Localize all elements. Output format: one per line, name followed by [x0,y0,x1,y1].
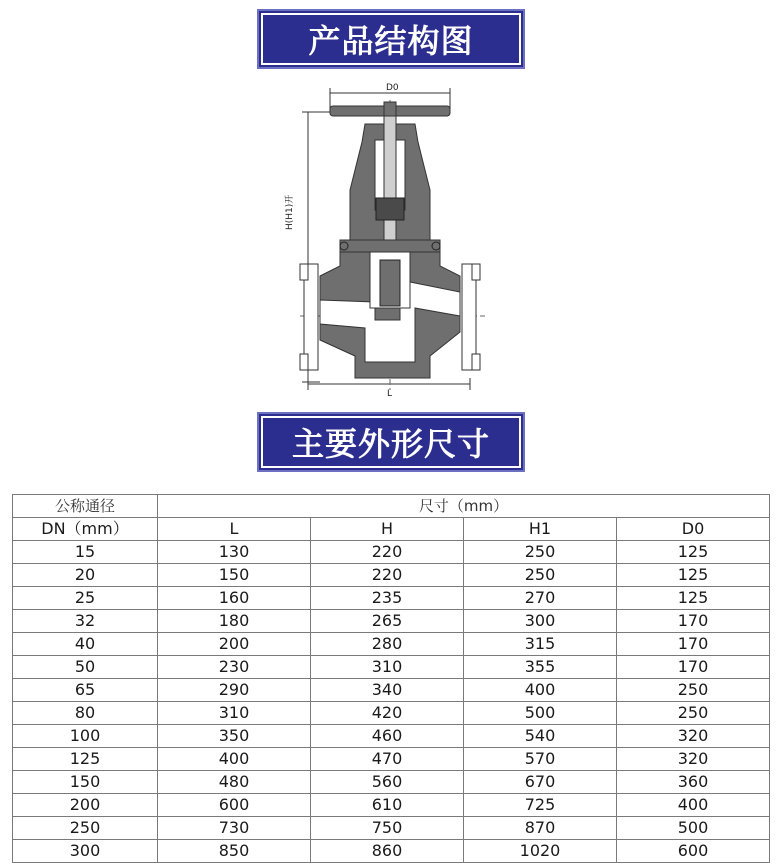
length-label: L [387,389,393,399]
table-cell: 125 [617,564,770,587]
table-row [13,633,770,656]
column-header-l: L [158,518,311,541]
table-row [13,656,770,679]
table-cell: 560 [311,771,464,794]
column-header-h1: H1 [464,518,617,541]
table-cell: 20 [13,564,158,587]
table-cell: 870 [464,817,617,840]
table-row [13,702,770,725]
table-cell: 725 [464,794,617,817]
table-row [13,817,770,840]
table-cell: 130 [158,541,311,564]
table-cell: 610 [311,794,464,817]
table-cell: 170 [617,656,770,679]
table-cell: 860 [311,840,464,863]
nominal-diameter-header: 公称通径 [13,495,158,518]
table-cell: 180 [158,610,311,633]
size-header: 尺寸（mm） [158,495,770,518]
table-cell: 400 [158,748,311,771]
table-cell: 310 [311,656,464,679]
table-cell: 250 [617,679,770,702]
d0-label: D0 [386,83,399,93]
table-cell: 500 [617,817,770,840]
table-cell: 400 [617,794,770,817]
table-cell: 320 [617,725,770,748]
table-cell: 340 [311,679,464,702]
structure-diagram-banner [257,9,525,69]
table-row [13,679,770,702]
table-cell: 270 [464,587,617,610]
table-cell: 290 [158,679,311,702]
table-row [13,587,770,610]
dimensions-title: 主要外形尺寸 [291,425,490,463]
table-cell: 300 [13,840,158,863]
table-cell: 250 [13,817,158,840]
column-header-h: H [311,518,464,541]
table-cell: 40 [13,633,158,656]
table-cell: 1020 [464,840,617,863]
valve-body [300,252,480,378]
table-cell: 230 [158,656,311,679]
table-cell: 730 [158,817,311,840]
table-cell: 150 [158,564,311,587]
table-cell: 600 [158,794,311,817]
table-cell: 170 [617,633,770,656]
table-row [13,748,770,771]
table-cell: 250 [464,564,617,587]
table-cell: 125 [13,748,158,771]
table-cell: 100 [13,725,158,748]
table-cell: 50 [13,656,158,679]
dimensions-banner [257,412,525,472]
table-cell: 355 [464,656,617,679]
table-cell: 200 [13,794,158,817]
table-cell: 470 [311,748,464,771]
table-cell: 850 [158,840,311,863]
table-cell: 670 [464,771,617,794]
table-cell: 65 [13,679,158,702]
table-cell: 220 [311,541,464,564]
table-cell: 540 [464,725,617,748]
table-row [13,840,770,863]
table-cell: 80 [13,702,158,725]
table-cell: 400 [464,679,617,702]
table-row [13,610,770,633]
valve-structure-diagram [280,80,500,400]
table-cell: 25 [13,587,158,610]
structure-diagram-title: 产品结构图 [308,22,474,60]
table-cell: 320 [617,748,770,771]
table-cell: 125 [617,541,770,564]
table-cell: 460 [311,725,464,748]
table-cell: 32 [13,610,158,633]
table-cell: 315 [464,633,617,656]
table-cell: 160 [158,587,311,610]
table-cell: 170 [617,610,770,633]
table-row [13,725,770,748]
table-cell: 250 [464,541,617,564]
table-cell: 310 [158,702,311,725]
nominal-diameter-unit-header: DN（mm） [13,518,158,541]
dimensions-table [12,494,770,863]
table-cell: 350 [158,725,311,748]
table-cell: 570 [464,748,617,771]
table-cell: 150 [13,771,158,794]
table-cell: 265 [311,610,464,633]
table-cell: 600 [617,840,770,863]
table-cell: 420 [311,702,464,725]
valve-bonnet [340,116,440,252]
table-cell: 250 [617,702,770,725]
table-cell: 200 [158,633,311,656]
table-row [13,564,770,587]
table-cell: 280 [311,633,464,656]
table-cell: 220 [311,564,464,587]
table-row [13,794,770,817]
table-header-row-1 [13,495,770,518]
table-cell: 500 [464,702,617,725]
table-cell: 750 [311,817,464,840]
table-cell: 360 [617,771,770,794]
table-cell: 300 [464,610,617,633]
height-label: H(H1)开 [285,194,295,230]
table-cell: 235 [311,587,464,610]
table-cell: 125 [617,587,770,610]
column-header-d0: D0 [617,518,770,541]
table-cell: 15 [13,541,158,564]
table-header-row-2 [13,518,770,541]
table-cell: 480 [158,771,311,794]
table-row [13,771,770,794]
table-row [13,541,770,564]
